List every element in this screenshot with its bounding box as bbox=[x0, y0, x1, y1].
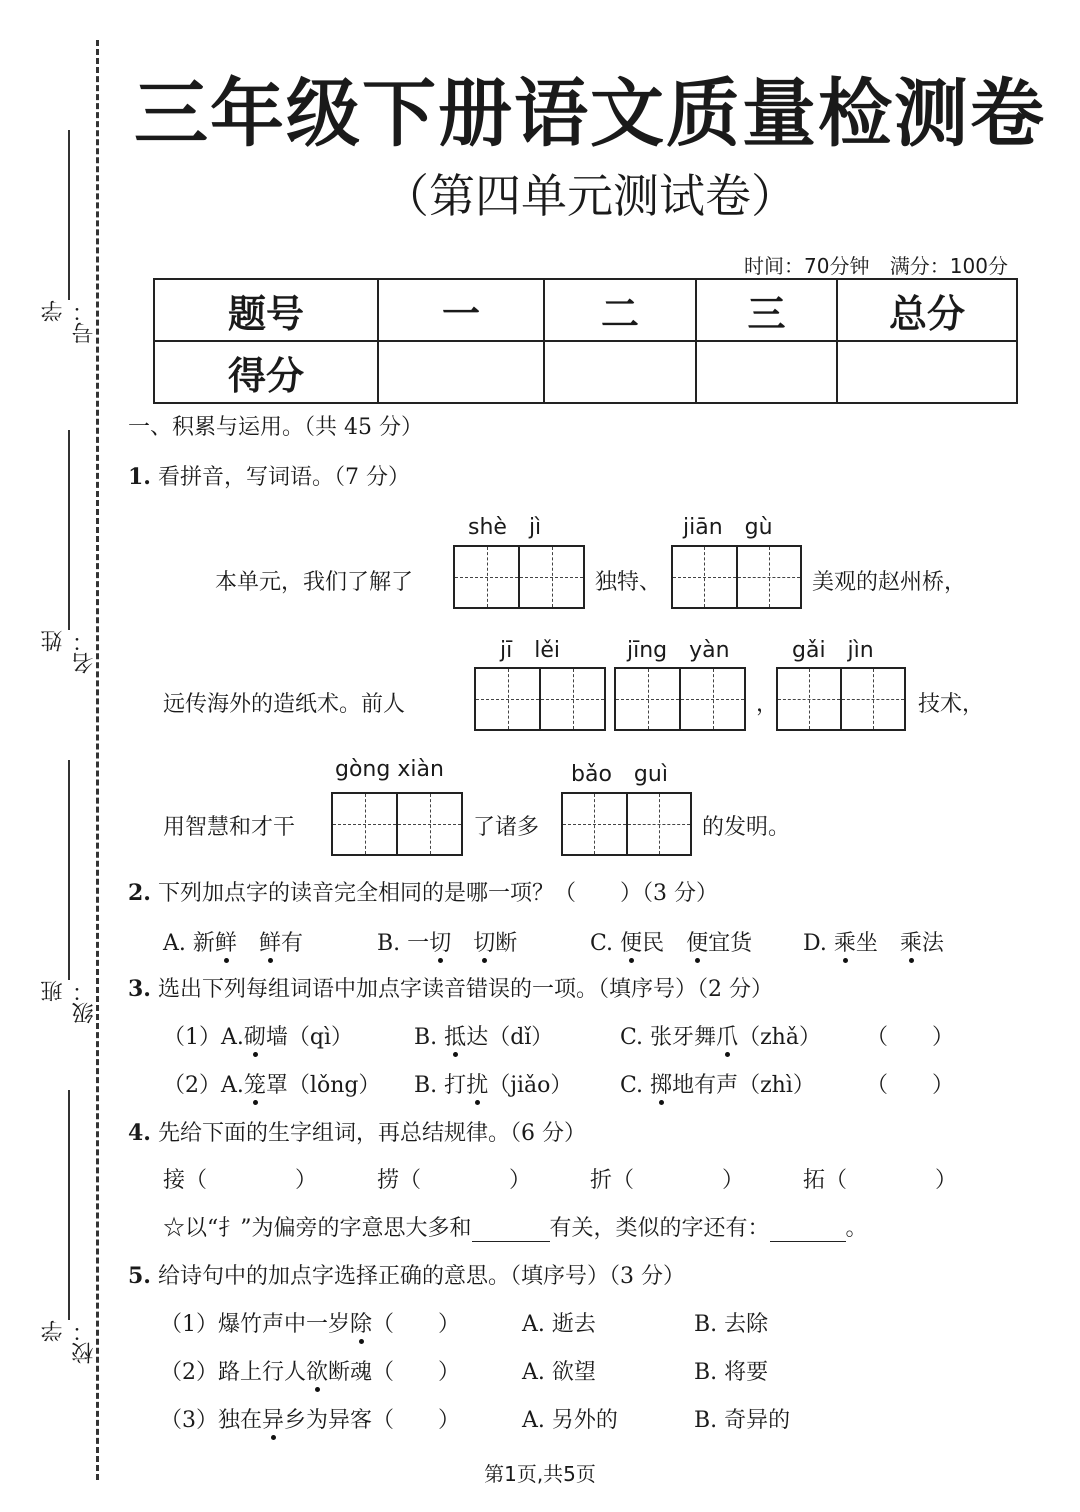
q1-text: 用智慧和才干 bbox=[163, 815, 296, 840]
score-row-label: 得分 bbox=[154, 341, 378, 403]
q1-text: 的发明。 bbox=[702, 815, 791, 840]
option-letter: D. bbox=[803, 931, 827, 956]
dotted-char: 乘 bbox=[833, 931, 856, 956]
dotted-char: 切 bbox=[473, 931, 496, 956]
fill-blank[interactable] bbox=[770, 1219, 846, 1242]
option-gap bbox=[237, 931, 259, 956]
dotted-char: 爪 bbox=[716, 1025, 739, 1050]
writing-grid[interactable] bbox=[776, 667, 906, 731]
score-header-cell: 一 bbox=[378, 279, 544, 341]
poem-text: 断魂（ ） bbox=[328, 1360, 461, 1385]
option-text: 法 bbox=[921, 931, 944, 956]
class-label: 班级： bbox=[41, 980, 97, 1024]
option-text: （jiǎo） bbox=[488, 1073, 573, 1098]
exam-time: 时间：70分钟 bbox=[744, 254, 870, 278]
q3-row-2-c bbox=[620, 1068, 815, 1099]
q5-option-a: A. 逝去 bbox=[522, 1312, 596, 1337]
q1-text: 美观的赵州桥， bbox=[812, 570, 967, 595]
dotted-char: 便 bbox=[620, 931, 643, 956]
school-line bbox=[68, 1090, 70, 1320]
question-5-stem bbox=[128, 1259, 685, 1290]
q1-text: 远传海外的造纸术。前人 bbox=[163, 692, 406, 717]
q5-option-b: B. 去除 bbox=[694, 1312, 769, 1337]
writing-grid[interactable] bbox=[671, 545, 802, 609]
pinyin-label: jī lěi bbox=[500, 638, 560, 663]
q2-option-b bbox=[377, 926, 517, 957]
question-number: 5. bbox=[128, 1263, 151, 1289]
name-line bbox=[68, 430, 70, 630]
question-number: 4. bbox=[128, 1120, 151, 1146]
writing-grid[interactable] bbox=[474, 667, 606, 731]
pinyin-label: gòng xiàn bbox=[335, 757, 444, 782]
q3-row-1-a bbox=[163, 1020, 353, 1051]
option-text: 有 bbox=[280, 931, 303, 956]
score-header-cell: 二 bbox=[544, 279, 696, 341]
q1-text: 独特、 bbox=[595, 570, 662, 595]
question-4-stem bbox=[128, 1116, 586, 1147]
dotted-char: 扰 bbox=[466, 1073, 489, 1098]
q2-option-a bbox=[163, 926, 303, 957]
question-number: 3. bbox=[128, 976, 151, 1002]
dotted-char: 便 bbox=[686, 931, 709, 956]
option-letter: B. bbox=[377, 931, 401, 956]
pinyin-label: jiān gù bbox=[683, 515, 773, 540]
fill-blank[interactable] bbox=[472, 1219, 550, 1242]
q4-word-blank[interactable]: 拓（ ） bbox=[803, 1168, 958, 1193]
q3-row-2-a bbox=[163, 1068, 380, 1099]
option-label: （2）A. bbox=[163, 1073, 244, 1098]
pinyin-label: shè jì bbox=[468, 515, 542, 540]
option-letter: C. bbox=[590, 931, 614, 956]
option-label: C. bbox=[620, 1025, 644, 1050]
option-gap bbox=[664, 931, 686, 956]
rule-text: 。 bbox=[845, 1216, 868, 1241]
q1-text: 了诸多 bbox=[473, 815, 540, 840]
q1-text: 本单元，我们了解了 bbox=[215, 570, 414, 595]
dotted-char: 砌 bbox=[243, 1025, 266, 1050]
q4-word-blank[interactable]: 接（ ） bbox=[163, 1168, 318, 1193]
score-table bbox=[153, 278, 1018, 404]
option-gap bbox=[878, 931, 900, 956]
student-no-line bbox=[68, 130, 70, 300]
q5-option-a: A. 另外的 bbox=[522, 1408, 618, 1433]
answer-paren[interactable]: （ ） bbox=[866, 1073, 955, 1098]
name-label: 姓名： bbox=[41, 630, 97, 674]
writing-grid[interactable] bbox=[561, 792, 692, 856]
writing-grid[interactable] bbox=[331, 792, 463, 856]
poem-text: （1）爆竹声中一岁 bbox=[160, 1312, 350, 1337]
q3-row-1-c bbox=[620, 1020, 821, 1051]
pinyin-label: gǎi jìn bbox=[792, 638, 874, 663]
option-text: 地有声（zhì） bbox=[672, 1073, 815, 1098]
writing-grid[interactable] bbox=[453, 545, 585, 609]
exam-meta bbox=[744, 250, 1008, 279]
dotted-char: 乘 bbox=[899, 931, 922, 956]
option-text: 一 bbox=[407, 931, 430, 956]
dotted-char: 掷 bbox=[650, 1073, 673, 1098]
option-label: B. bbox=[414, 1025, 438, 1050]
option-text: 坐 bbox=[855, 931, 878, 956]
rule-text: ☆以“扌”为偏旁的字意思大多和 bbox=[163, 1216, 472, 1241]
option-text: 民 bbox=[642, 931, 665, 956]
q2-option-d bbox=[803, 926, 944, 957]
option-text: 打 bbox=[444, 1073, 467, 1098]
question-3-stem bbox=[128, 972, 773, 1003]
pinyin-label: jīng yàn bbox=[627, 638, 730, 663]
dotted-char: 笼 bbox=[243, 1073, 266, 1098]
question-text: 给诗句中的加点字选择正确的意思。（填序号）（3 分） bbox=[157, 1264, 685, 1289]
score-entry-cell[interactable] bbox=[378, 341, 544, 403]
page-title: 三年级下册语文质量检测卷 bbox=[134, 71, 1046, 157]
score-table-header-row bbox=[154, 279, 1017, 341]
question-number: 1. bbox=[128, 464, 151, 490]
option-gap bbox=[451, 931, 473, 956]
student-no-label: 学号： bbox=[41, 300, 97, 344]
q4-rule bbox=[163, 1211, 868, 1242]
dotted-char: 抵 bbox=[444, 1025, 467, 1050]
q1-text: ， bbox=[756, 692, 779, 717]
binding-dashed-line bbox=[96, 40, 99, 1480]
q4-word-blank[interactable]: 捞（ ） bbox=[377, 1168, 532, 1193]
score-header-cell: 三 bbox=[696, 279, 837, 341]
option-text: 达（dǐ） bbox=[466, 1025, 554, 1050]
option-text: 张牙舞 bbox=[650, 1025, 717, 1050]
question-text: 先给下面的生字组词，再总结规律。（6 分） bbox=[157, 1121, 586, 1146]
score-table-score-row bbox=[154, 341, 1017, 403]
q5-row-2 bbox=[160, 1355, 460, 1386]
q5-option-b: B. 奇异的 bbox=[694, 1408, 791, 1433]
option-text: 断 bbox=[495, 931, 518, 956]
poem-text: （ ） bbox=[372, 1312, 461, 1337]
writing-grid[interactable] bbox=[614, 667, 746, 731]
q3-row-2-b bbox=[414, 1068, 572, 1099]
option-label: （1）A. bbox=[163, 1025, 244, 1050]
option-text: （zhǎ） bbox=[738, 1025, 821, 1050]
dotted-char: 鲜 bbox=[258, 931, 281, 956]
question-text: 选出下列每组词语中加点字读音错误的一项。（填序号）（2 分） bbox=[157, 977, 773, 1002]
question-1-stem bbox=[128, 460, 410, 491]
q1-text: 技术， bbox=[918, 692, 985, 717]
pinyin-label: bǎo guì bbox=[571, 762, 668, 787]
q5-row-1 bbox=[160, 1307, 460, 1338]
poem-text: （3）独在 bbox=[160, 1408, 262, 1433]
q5-row-3 bbox=[160, 1403, 460, 1434]
option-label: C. bbox=[620, 1073, 644, 1098]
q3-row-1-b bbox=[414, 1020, 553, 1051]
question-number: 2. bbox=[128, 880, 151, 906]
option-text: 新 bbox=[192, 931, 215, 956]
question-text: 看拼音，写词语。（7 分） bbox=[157, 465, 410, 490]
score-entry-cell[interactable] bbox=[544, 341, 696, 403]
exam-full-score: 满分：100分 bbox=[889, 254, 1008, 278]
dotted-char: 除 bbox=[350, 1312, 373, 1337]
poem-text: （2）路上行人 bbox=[160, 1360, 306, 1385]
dotted-char: 异 bbox=[262, 1408, 285, 1433]
score-entry-cell[interactable] bbox=[837, 341, 1017, 403]
score-entry-cell[interactable] bbox=[696, 341, 837, 403]
score-header-cell: 题号 bbox=[154, 279, 378, 341]
dotted-char: 鲜 bbox=[214, 931, 237, 956]
class-line bbox=[68, 760, 70, 980]
q5-option-a: A. 欲望 bbox=[522, 1360, 596, 1385]
dotted-char: 欲 bbox=[306, 1360, 329, 1385]
question-text: 下列加点字的读音完全相同的是哪一项？（ ）（3 分） bbox=[157, 881, 718, 906]
option-text: 宜货 bbox=[708, 931, 753, 956]
answer-paren[interactable]: （ ） bbox=[866, 1025, 955, 1050]
q5-option-b: B. 将要 bbox=[694, 1360, 769, 1385]
option-label: B. bbox=[414, 1073, 438, 1098]
option-text: 罩（lǒng） bbox=[265, 1073, 381, 1098]
section-heading: 一、积累与运用。（共 45 分） bbox=[128, 415, 423, 440]
score-header-cell: 总分 bbox=[837, 279, 1017, 341]
poem-text: 乡为异客（ ） bbox=[284, 1408, 461, 1433]
dotted-char: 切 bbox=[429, 931, 452, 956]
question-2-stem bbox=[128, 876, 718, 907]
page-subtitle: （第四单元测试卷） bbox=[383, 169, 797, 223]
option-letter: A. bbox=[163, 931, 186, 956]
q2-option-c bbox=[590, 926, 752, 957]
option-text: 墙（qì） bbox=[265, 1025, 354, 1050]
rule-text: 有关，类似的字还有： bbox=[549, 1216, 770, 1241]
school-label: 学校： bbox=[41, 1320, 97, 1364]
q4-word-blank[interactable]: 折（ ） bbox=[590, 1168, 745, 1193]
page-number: 第1页,共5页 bbox=[484, 1462, 596, 1486]
